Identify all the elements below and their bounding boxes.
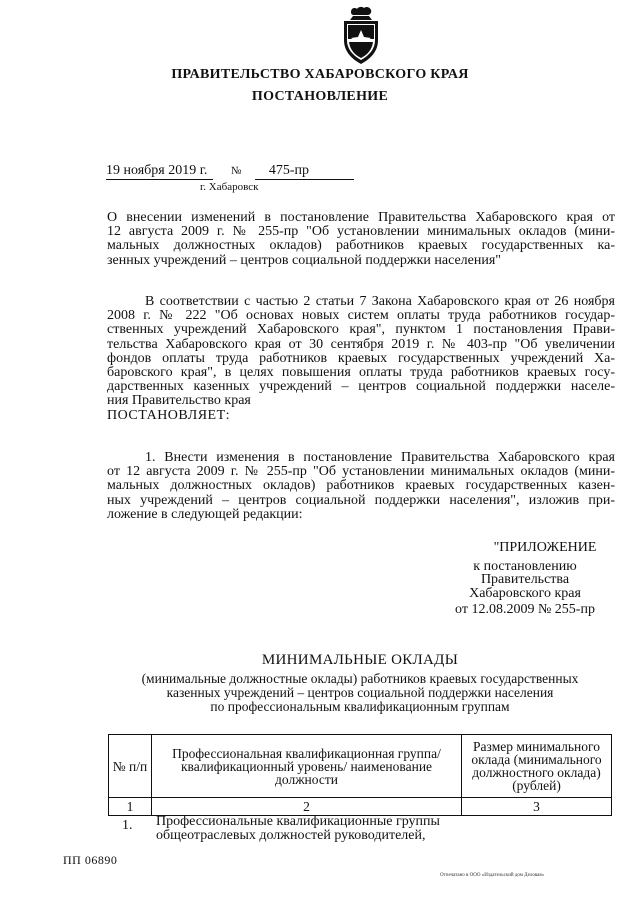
- document-date: 19 ноября 2019 г.: [106, 163, 213, 180]
- item-line: от 12 августа 2009 г. № 255-пр "Об установлении минимальных окладов (мини-: [107, 464, 615, 480]
- numbering-cell: 1: [109, 798, 152, 816]
- city: г. Хабаровск: [200, 181, 259, 193]
- appendix-title: "ПРИЛОЖЕНИЕ: [493, 540, 597, 555]
- preamble-paragraph: [107, 295, 615, 423]
- appendix-line: к постановлению: [473, 559, 577, 575]
- section-title: МИНИМАЛЬНЫЕ ОКЛАДЫ: [261, 652, 459, 668]
- preamble-line: фондов оплаты труда работников краевых государственных учреждений Ха-: [107, 350, 615, 366]
- subject-line: 12 августа 2009 г. № 255-пр "Об установлении минимальных окладов (мини-: [107, 224, 615, 240]
- document-code: ПП 06890: [63, 853, 118, 867]
- numbering-cell: 2: [152, 798, 462, 816]
- header-cell-group: Профессиональная квалификационная группа/ квалификационный уровень/ наименование должности: [152, 735, 462, 798]
- row-text-line: общеотраслевых должностей руководителей,: [156, 828, 426, 843]
- subject-line: О внесении изменений в постановление Правительства Хабаровского края от: [107, 210, 615, 225]
- resolves-heading: ПОСТАНОВЛЯЕТ:: [107, 407, 231, 423]
- coat-of-arms-icon: [338, 6, 384, 66]
- document-type: ПОСТАНОВЛЕНИЕ: [251, 89, 389, 104]
- appendix-line: от 12.08.2009 № 255-пр: [455, 601, 595, 617]
- section-subtitle: [0, 672, 640, 713]
- item-line: мальных должностных окладов) работников краевых государственных казен-: [107, 478, 615, 494]
- document-number: 475-пр: [255, 163, 354, 180]
- item-line: 1. Внести изменения в постановление Правительства Хабаровского края: [145, 450, 615, 465]
- appendix-block: [440, 541, 610, 616]
- subject-paragraph: [107, 211, 615, 268]
- row-text-line: Профессиональные квалификационные группы: [156, 814, 440, 829]
- table-numbering-row: [109, 798, 612, 816]
- preamble-line: ния Правительство края: [107, 393, 251, 409]
- subject-line: зенных учреждений – центров социальной поддержки населения": [107, 252, 502, 268]
- preamble-line: 2008 г. № 222 "Об основах новых систем оплаты труда работников государ-: [107, 308, 615, 324]
- preamble-line: ственных учреждений Хабаровского края", пунктом 1 постановления Прави-: [107, 322, 615, 338]
- print-note: Отпечатано в ООО «Издательский дом Деловая»: [440, 873, 545, 878]
- table-header-row: [109, 735, 612, 798]
- item-1-paragraph: [107, 451, 615, 522]
- subject-line: мальных должностных окладов) работников краевых государственных ка-: [107, 238, 615, 254]
- item-line: ных учреждений – центров социальной поддержки населения", изложив при-: [107, 492, 615, 508]
- preamble-line: дарственных казенных учреждений – центров социальной поддержки населе-: [107, 379, 615, 395]
- subtitle-line: по профессиональным квалификационным группам: [210, 698, 510, 714]
- header-cell-salary: Размер минимального оклада (минимального должностного оклада) (рублей): [462, 735, 612, 798]
- row-number: 1.: [122, 818, 133, 833]
- subtitle-line: (минимальные должностные оклады) работников краевых государственных: [141, 671, 579, 686]
- preamble-line: баровского края", в целях повышения оплаты труда работников краевых госу-: [107, 365, 615, 381]
- salary-table: [108, 734, 612, 816]
- subtitle-line: казенных учреждений – центров социальной поддержки населения: [166, 684, 554, 700]
- issuer-heading: ПРАВИТЕЛЬСТВО ХАБАРОВСКОГО КРАЯ: [171, 67, 469, 82]
- appendix-line: Правительства: [480, 572, 570, 588]
- item-line: ложение в следующей редакции:: [107, 506, 303, 522]
- row-text: [156, 815, 440, 843]
- preamble-line: В соответствии с частью 2 статьи 7 Закона Хабаровского края от 26 ноября: [145, 294, 615, 309]
- header-cell-number: № п/п: [109, 735, 152, 798]
- appendix-line: Хабаровского края: [469, 585, 581, 601]
- date-number-line: [106, 163, 354, 180]
- number-label: №: [230, 165, 242, 177]
- numbering-cell: 3: [462, 798, 612, 816]
- preamble-line: тельства Хабаровского края от 30 сентября 2019 г. № 403-пр "Об увеличении: [107, 336, 615, 352]
